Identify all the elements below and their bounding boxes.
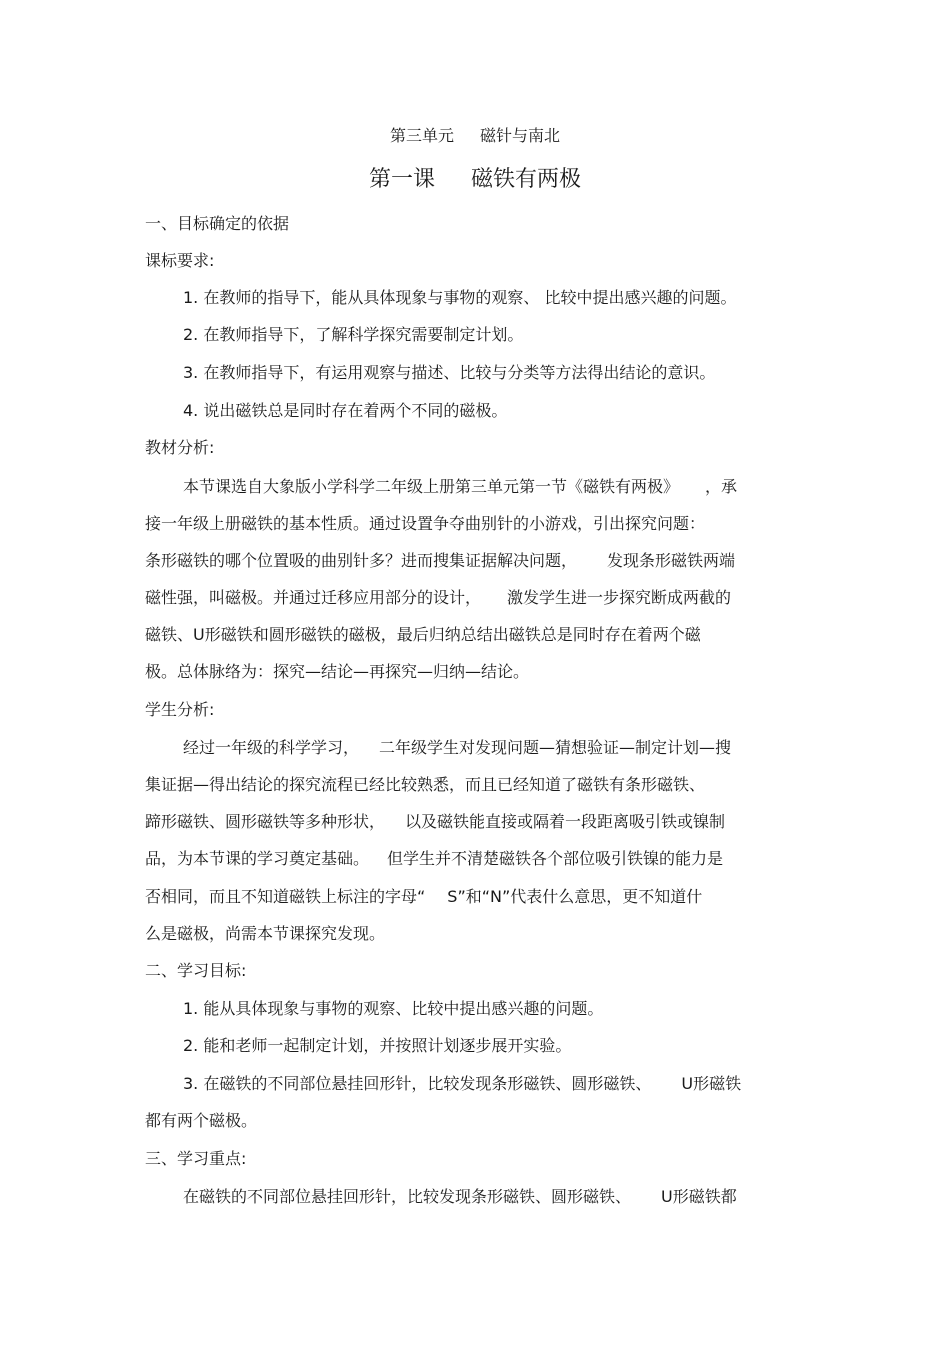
objective-item-2: 2. 能和老师一起制定计划，并按照计划逐步展开实验。 <box>183 1036 572 1055</box>
student-label: 学生分析: <box>145 700 215 719</box>
student-paragraph-line: 集证据—得出结论的探究流程已经比较熟悉，而且已经知道了磁铁有条形磁铁、 <box>145 775 706 794</box>
key-point-line <box>183 1187 737 1207</box>
lesson-title-name: 磁铁有两极 <box>471 167 582 192</box>
text-segment: 3. 在磁铁的不同部位悬挂回形针，比较发现条形磁铁、圆形磁铁、 <box>183 1074 652 1093</box>
text-segment: U形磁铁都 <box>661 1187 737 1206</box>
student-paragraph-line: 么是磁极，尚需本节课探究发现。 <box>145 924 386 943</box>
unit-title-name: 磁针与南北 <box>480 126 561 145</box>
text-segment: 经过一年级的科学学习， <box>183 738 360 757</box>
material-paragraph-line: 极。总体脉络为：探究—结论—再探究—归纳—结论。 <box>145 662 530 681</box>
text-segment: 蹄形磁铁、圆形磁铁等多种形状， <box>145 812 386 831</box>
text-segment: 以及磁铁能直接或隔着一段距离吸引铁或镍制 <box>405 812 726 831</box>
text-segment: 磁性强，叫磁极。并通过迁移应用部分的设计， <box>145 588 482 607</box>
text-segment: U形磁铁 <box>681 1074 742 1093</box>
material-paragraph-line <box>145 588 731 608</box>
section-heading-objectives: 二、学习目标: <box>145 961 247 980</box>
material-label: 教材分析: <box>145 438 215 457</box>
material-paragraph-line: 磁铁、U形磁铁和圆形磁铁的磁极，最后归纳总结出磁铁总是同时存在着两个磁 <box>145 625 701 644</box>
objective-item-3-continued: 都有两个磁极。 <box>145 1111 258 1130</box>
section-heading-key-points: 三、学习重点: <box>145 1149 247 1168</box>
curriculum-item-3: 3. 在教师指导下，有运用观察与描述、比较与分类等方法得出结论的意识。 <box>183 363 716 382</box>
student-paragraph-line <box>145 887 702 907</box>
curriculum-item-1: 1. 在教师的指导下，能从具体现象与事物的观察、 比较中提出感兴趣的问题。 <box>183 288 737 307</box>
text-segment: 但学生并不清楚磁铁各个部位吸引铁镍的能力是 <box>387 849 724 868</box>
text-segment: 本节课选自大象版小学科学二年级上册第三单元第一节《磁铁有两极》 <box>183 477 680 496</box>
text-segment: S”和“N”代表什么意思，更不知道什 <box>447 887 703 906</box>
objective-item-1: 1. 能从具体现象与事物的观察、比较中提出感兴趣的问题。 <box>183 999 604 1018</box>
lesson-title <box>0 166 950 194</box>
text-segment: 激发学生进一步探究断成两截的 <box>507 588 732 607</box>
material-paragraph-line <box>145 551 735 571</box>
text-segment: 条形磁铁的哪个位置吸的曲别针多？进而搜集证据解决问题， <box>145 551 578 570</box>
curriculum-label: 课标要求: <box>145 251 215 270</box>
unit-title-number: 第三单元 <box>389 126 454 145</box>
material-paragraph-line <box>183 477 737 497</box>
objective-item-3 <box>183 1074 741 1094</box>
text-segment: ，承 <box>705 477 738 496</box>
curriculum-item-2: 2. 在教师指导下，了解科学探究需要制定计划。 <box>183 325 524 344</box>
text-segment: 发现条形磁铁两端 <box>607 551 736 570</box>
text-segment: 在磁铁的不同部位悬挂回形针，比较发现条形磁铁、圆形磁铁、 <box>183 1187 632 1206</box>
student-paragraph-line <box>145 812 725 832</box>
text-segment: 品，为本节课的学习奠定基础。 <box>145 849 370 868</box>
text-segment: 二年级学生对发现问题—猜想验证—制定计划—搜 <box>379 738 732 757</box>
curriculum-item-4: 4. 说出磁铁总是同时存在着两个不同的磁极。 <box>183 401 508 420</box>
material-paragraph-line: 接一年级上册磁铁的基本性质。通过设置争夺曲别针的小游戏，引出探究问题： <box>145 514 706 533</box>
section-heading-basis: 一、目标确定的依据 <box>145 214 290 233</box>
text-segment: 否相同，而且不知道磁铁上标注的字母“ <box>145 887 426 906</box>
student-paragraph-line <box>183 738 731 758</box>
student-paragraph-line <box>145 849 723 869</box>
unit-title <box>0 126 950 146</box>
lesson-title-number: 第一课 <box>368 167 435 192</box>
